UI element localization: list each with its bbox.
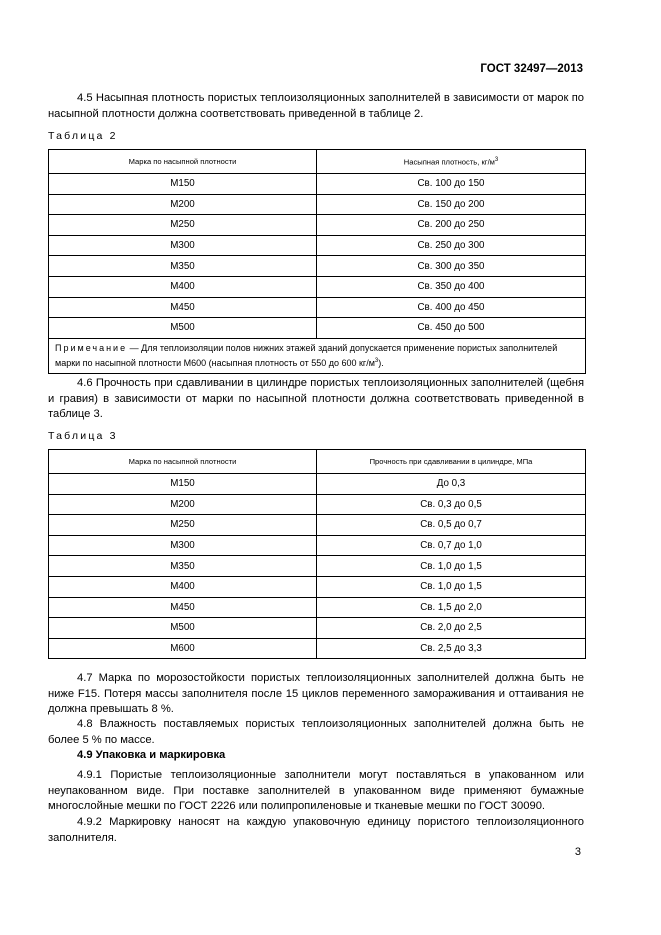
value-cell: Св. 1,0 до 1,5 <box>317 576 586 597</box>
grade-cell: М400 <box>49 576 317 597</box>
grade-cell: М400 <box>49 276 317 297</box>
value-cell: Св. 0,5 до 0,7 <box>317 515 586 536</box>
standard-header: ГОСТ 32497—2013 <box>480 63 583 75</box>
table-3-col-strength: Прочность при сдавливании в цилиндре, МПа <box>317 450 586 474</box>
table-row <box>49 474 586 495</box>
table-3 <box>48 449 586 659</box>
note-end: ). <box>378 357 384 368</box>
grade-cell: М450 <box>49 597 317 618</box>
table-row <box>49 297 586 318</box>
page-number: 3 <box>574 846 581 858</box>
grade-cell: М200 <box>49 494 317 515</box>
value-cell: Св. 450 до 500 <box>317 318 586 339</box>
table-2-col-density <box>317 150 586 174</box>
note-superscript: 3 <box>374 357 379 364</box>
section-4-9-heading: 4.9 Упаковка и маркировка <box>77 749 226 761</box>
value-cell: Св. 300 до 350 <box>317 256 586 277</box>
table-row <box>49 576 586 597</box>
table-3-col-grade: Марка по насыпной плотности <box>49 450 317 474</box>
table-2 <box>48 149 586 374</box>
paragraph-4-9-1: 4.9.1 Пористые теплоизоляционные заполнители могут поставляться в упакованном или неупакованном виде. При поставке заполнителей в упакованном виде применяют бумажные многослойные мешки по ГОСТ 2226 или полипропиленовые и тканевые мешки по ГОСТ 30090. <box>48 769 584 812</box>
table-row <box>49 215 586 236</box>
table-row <box>49 194 586 215</box>
value-cell: Св. 250 до 300 <box>317 235 586 256</box>
col-density-label: Насыпная плотность, кг/м <box>403 157 495 167</box>
value-cell: Св. 2,0 до 2,5 <box>317 618 586 639</box>
value-cell: Св. 0,7 до 1,0 <box>317 535 586 556</box>
note-text: — Для теплоизоляции полов нижних этажей зданий допускается применение пористых заполнителей марки по насыпной плотности М600 (насыпная плотность от 550 до 600 кг/м <box>55 342 558 368</box>
table-2-caption: Таблица 2 <box>48 130 118 142</box>
table-header-row <box>49 450 586 474</box>
value-cell: Св. 100 до 150 <box>317 174 586 195</box>
grade-cell: М500 <box>49 318 317 339</box>
table-row <box>49 235 586 256</box>
table-row <box>49 618 586 639</box>
grade-cell: М500 <box>49 618 317 639</box>
grade-cell: М200 <box>49 194 317 215</box>
value-cell: Св. 1,5 до 2,0 <box>317 597 586 618</box>
paragraph-4-6: 4.6 Прочность при сдавливании в цилиндре пористых теплоизоляционных заполнителей (щебня и гравия) в зависимости от марки по насыпной плотности должна соответствовать приведенной в таблице 3. <box>48 377 584 420</box>
grade-cell: М300 <box>49 535 317 556</box>
table-row <box>49 597 586 618</box>
paragraph-4-9-2: 4.9.2 Маркировку наносят на каждую упаковочную единицу пористого теплоизоляционного заполнителя. <box>48 816 584 844</box>
table-row <box>49 638 586 659</box>
grade-cell: М250 <box>49 215 317 236</box>
table-row <box>49 535 586 556</box>
paragraph-4-5: 4.5 Насыпная плотность пористых теплоизоляционных заполнителей в зависимости от марок по насыпной плотности должна соответствовать приведенной в таблице 2. <box>48 92 584 120</box>
table-row <box>49 276 586 297</box>
table-row <box>49 556 586 577</box>
table-3-caption: Таблица 3 <box>48 430 118 442</box>
value-cell: Св. 150 до 200 <box>317 194 586 215</box>
grade-cell: М350 <box>49 256 317 277</box>
value-cell: Св. 2,5 до 3,3 <box>317 638 586 659</box>
grade-cell: М300 <box>49 235 317 256</box>
table-row <box>49 174 586 195</box>
value-cell: Св. 400 до 450 <box>317 297 586 318</box>
value-cell: Св. 200 до 250 <box>317 215 586 236</box>
table-2-note-row <box>49 338 586 373</box>
table-row <box>49 494 586 515</box>
table-header-row <box>49 150 586 174</box>
note-label: Примечание <box>55 342 128 353</box>
value-cell: Св. 350 до 400 <box>317 276 586 297</box>
grade-cell: М600 <box>49 638 317 659</box>
grade-cell: М450 <box>49 297 317 318</box>
grade-cell: М150 <box>49 174 317 195</box>
paragraph-4-8: 4.8 Влажность поставляемых пористых теплоизоляционных заполнителей должна быть не более 5 % по массе. <box>48 718 584 746</box>
value-cell: Св. 1,0 до 1,5 <box>317 556 586 577</box>
grade-cell: М250 <box>49 515 317 536</box>
value-cell: До 0,3 <box>317 474 586 495</box>
paragraph-4-7: 4.7 Марка по морозостойкости пористых теплоизоляционных заполнителей должна быть не ниже F15. Потеря массы заполнителя после 15 циклов переменного замораживания и оттаивания не должна превышать 8 %. <box>48 672 584 715</box>
grade-cell: М150 <box>49 474 317 495</box>
grade-cell: М350 <box>49 556 317 577</box>
table-2-note <box>49 338 586 373</box>
table-row <box>49 318 586 339</box>
table-2-col-grade: Марка по насыпной плотности <box>49 150 317 174</box>
unit-superscript: 3 <box>494 156 499 163</box>
table-row <box>49 515 586 536</box>
table-row <box>49 256 586 277</box>
value-cell: Св. 0,3 до 0,5 <box>317 494 586 515</box>
